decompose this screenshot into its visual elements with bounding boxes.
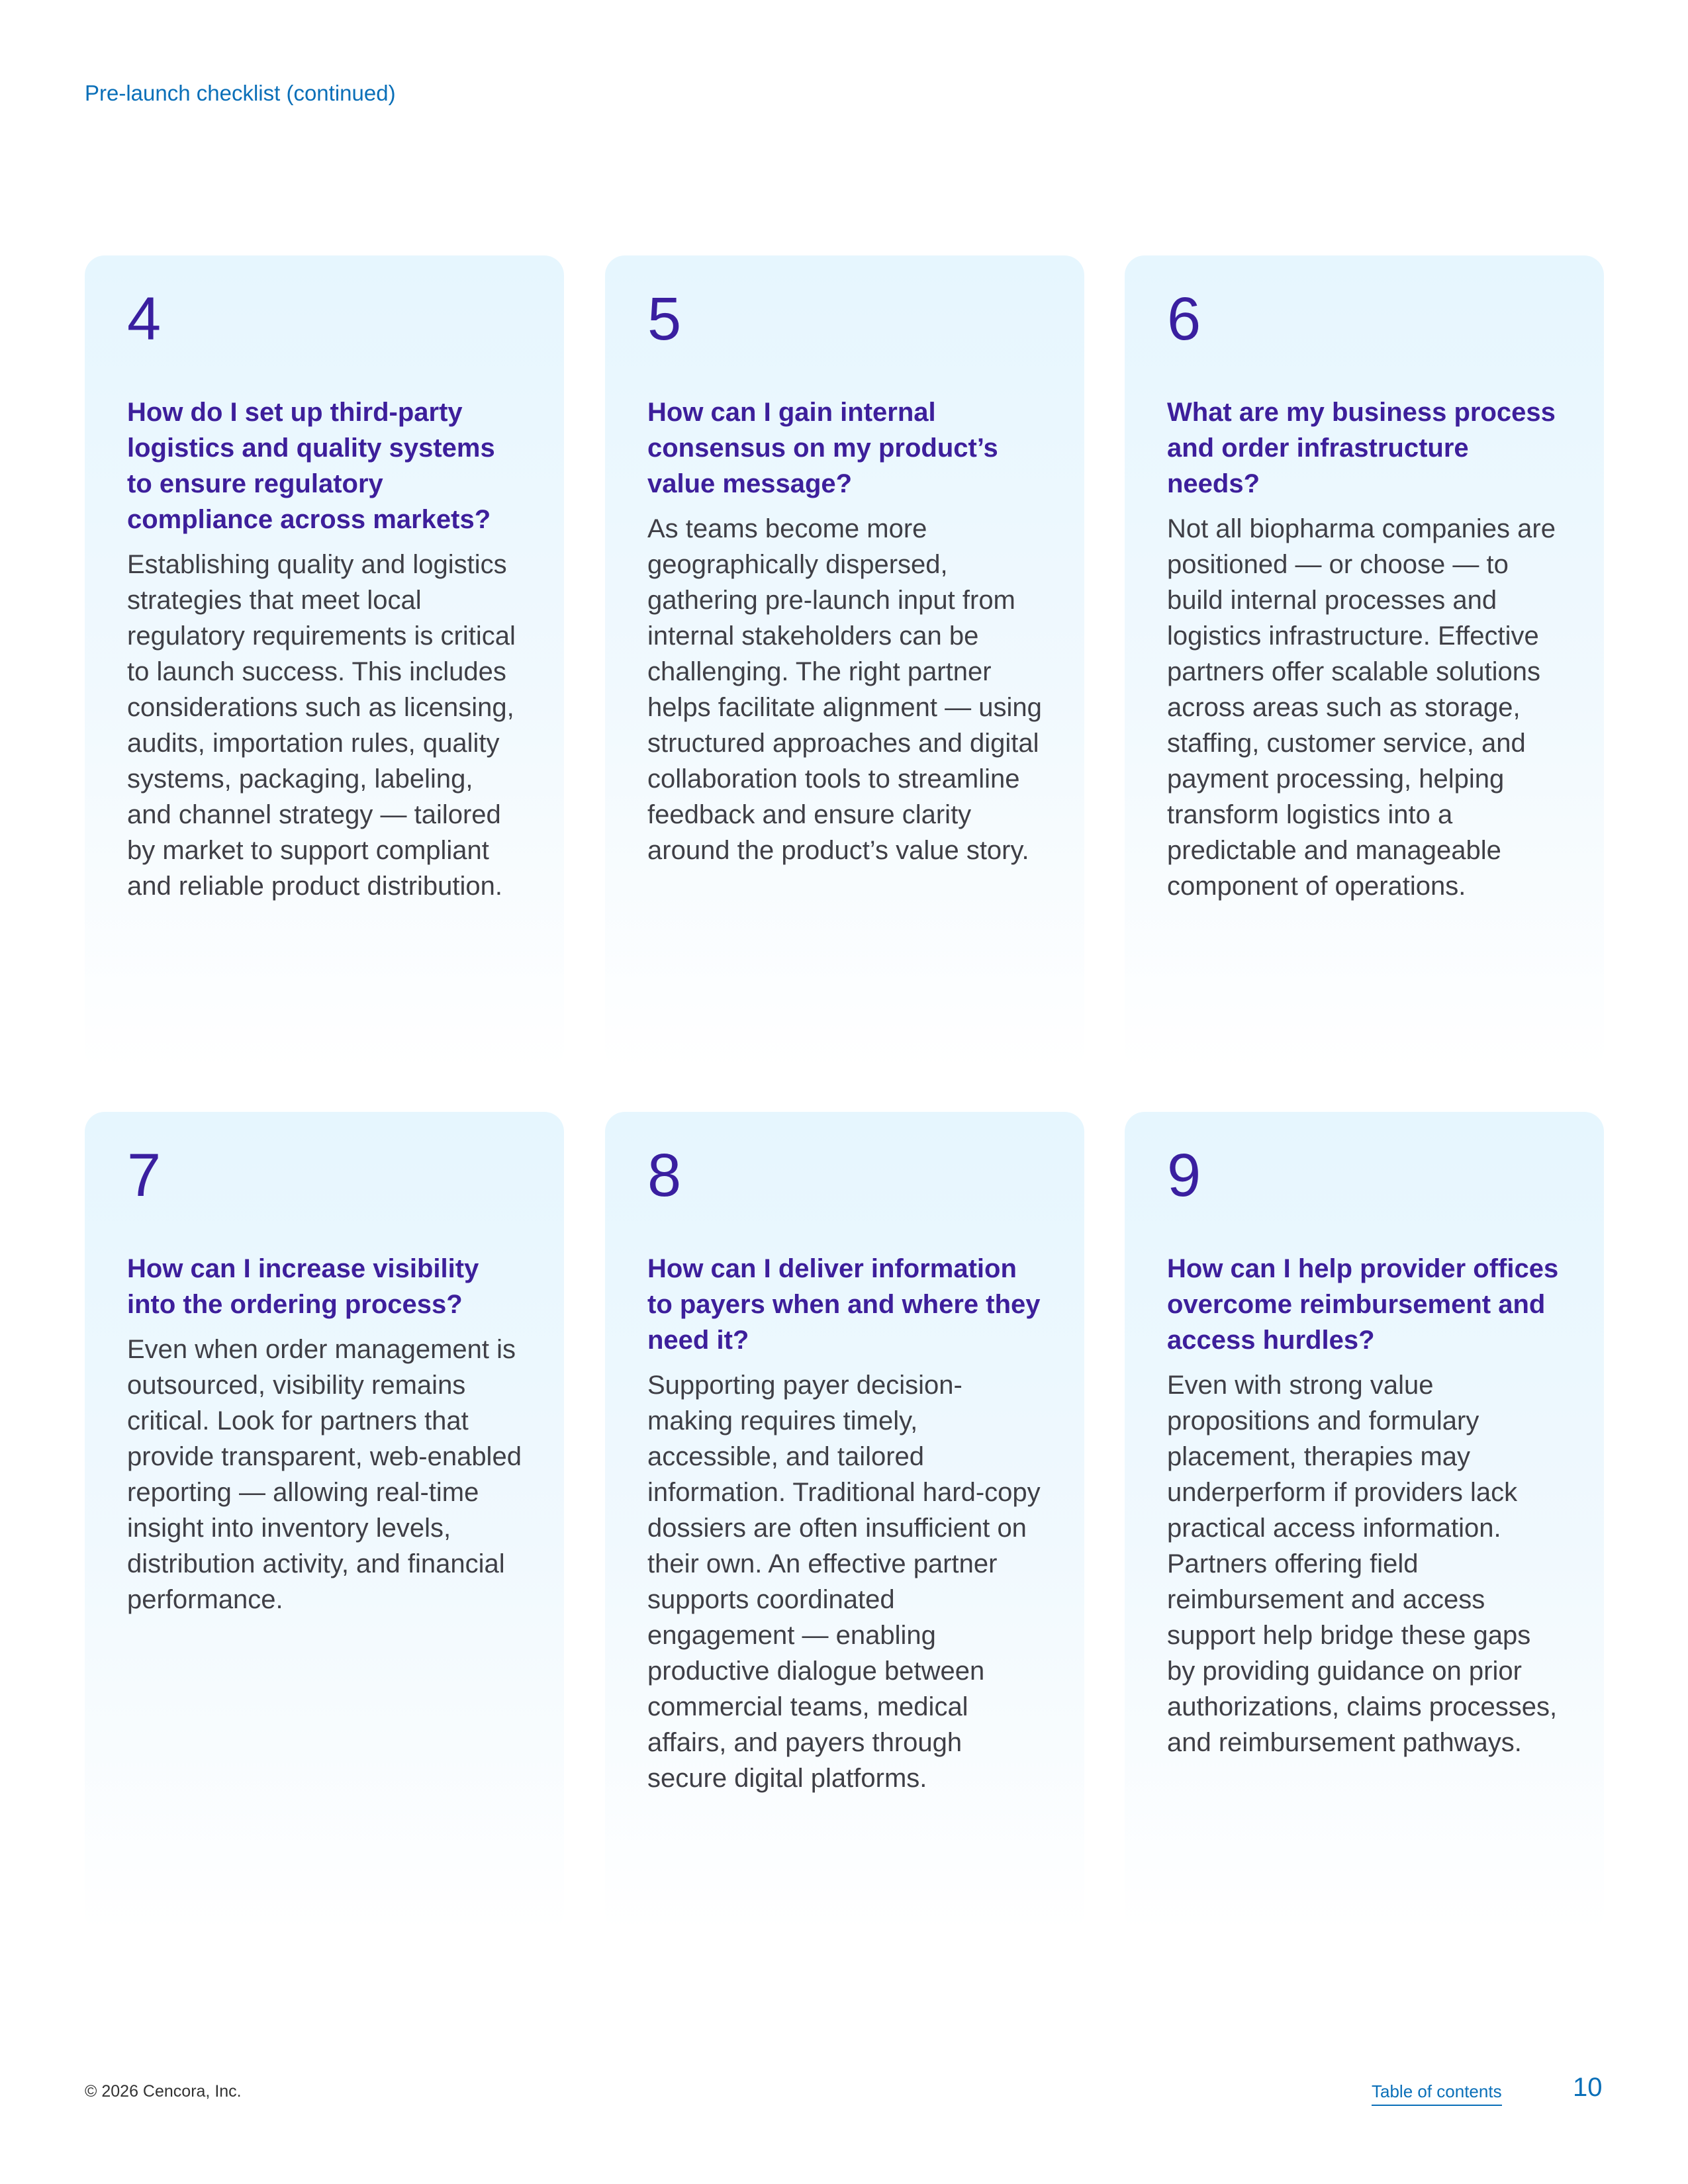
checklist-card-9 — [1125, 1112, 1604, 1933]
card-body: Even when order management is outsourced, visibility remains critical. Look for partners that provide transparent, web-enabled reporting — allowing real-time insight into inventory levels, distribution activity, and financial performance. — [127, 1335, 522, 1614]
card-question: How can I gain internal consensus on my product’s value message? — [647, 398, 998, 498]
card-number: 8 — [647, 1142, 682, 1209]
card-body: Establishing quality and logistics strategies that meet local regulatory requirements is critical to launch success. This includes considerations such as licensing, audits, importation rules, quality systems, packaging, labeling, and channel strategy — tailored by market to support compliant and reliable product distribution. — [127, 550, 516, 901]
checklist-card-8 — [605, 1112, 1084, 1933]
running-header: Pre-launch checklist (continued) — [85, 81, 396, 105]
card-number: 9 — [1167, 1142, 1201, 1209]
checklist-card-7 — [85, 1112, 564, 1933]
card-question: How can I increase visibility into the ordering process? — [127, 1254, 479, 1319]
checklist-card-6 — [1125, 255, 1604, 1069]
card-number: 7 — [127, 1142, 162, 1209]
card-number: 4 — [127, 285, 162, 353]
card-question: How can I deliver information to payers when and where they need it? — [647, 1254, 1041, 1355]
table-of-contents-link[interactable]: Table of contents — [1372, 2081, 1502, 2106]
card-number: 6 — [1167, 285, 1201, 353]
card-question: What are my business process and order infrastructure needs? — [1167, 398, 1556, 498]
copyright-notice: © 2026 Cencora, Inc. — [85, 2082, 242, 2101]
card-body: Supporting payer decision-making requires timely, accessible, and tailored information. Traditional hard-copy dossiers are often insufficient on their own. An effective partner supports coordinated engagement — enabling productive dialogue between commercial teams, medical affairs, and payers through secure digital platforms. — [647, 1371, 1041, 1793]
checklist-card-4 — [85, 255, 564, 1069]
card-body: Even with strong value propositions and formulary placement, therapies may underperform if providers lack practical access information. Partners offering field reimbursement and access support help bridge these gaps by providing guidance on prior authorizations, claims processes, and reimbursement pathways. — [1167, 1371, 1558, 1757]
checklist-card-5 — [605, 255, 1084, 1069]
card-question: How can I help provider offices overcome reimbursement and access hurdles? — [1167, 1254, 1559, 1355]
card-body: As teams become more geographically dispersed, gathering pre-launch input from internal stakeholders can be challenging. The right partner helps facilitate alignment — using structured approaches and digital collaboration tools to streamline feedback and ensure clarity around the product’s value story. — [647, 514, 1042, 865]
card-question: How do I set up third-party logistics and quality systems to ensure regulatory compliance across markets? — [127, 398, 495, 534]
card-number: 5 — [647, 285, 682, 353]
card-body: Not all biopharma companies are positioned — or choose — to build internal processes and logistics infrastructure. Effective partners offer scalable solutions across areas such as storage, staffing, customer service, and payment processing, helping transform logistics into a predictable and manageable component of operations. — [1167, 514, 1556, 901]
page-number: 10 — [1573, 2073, 1603, 2102]
